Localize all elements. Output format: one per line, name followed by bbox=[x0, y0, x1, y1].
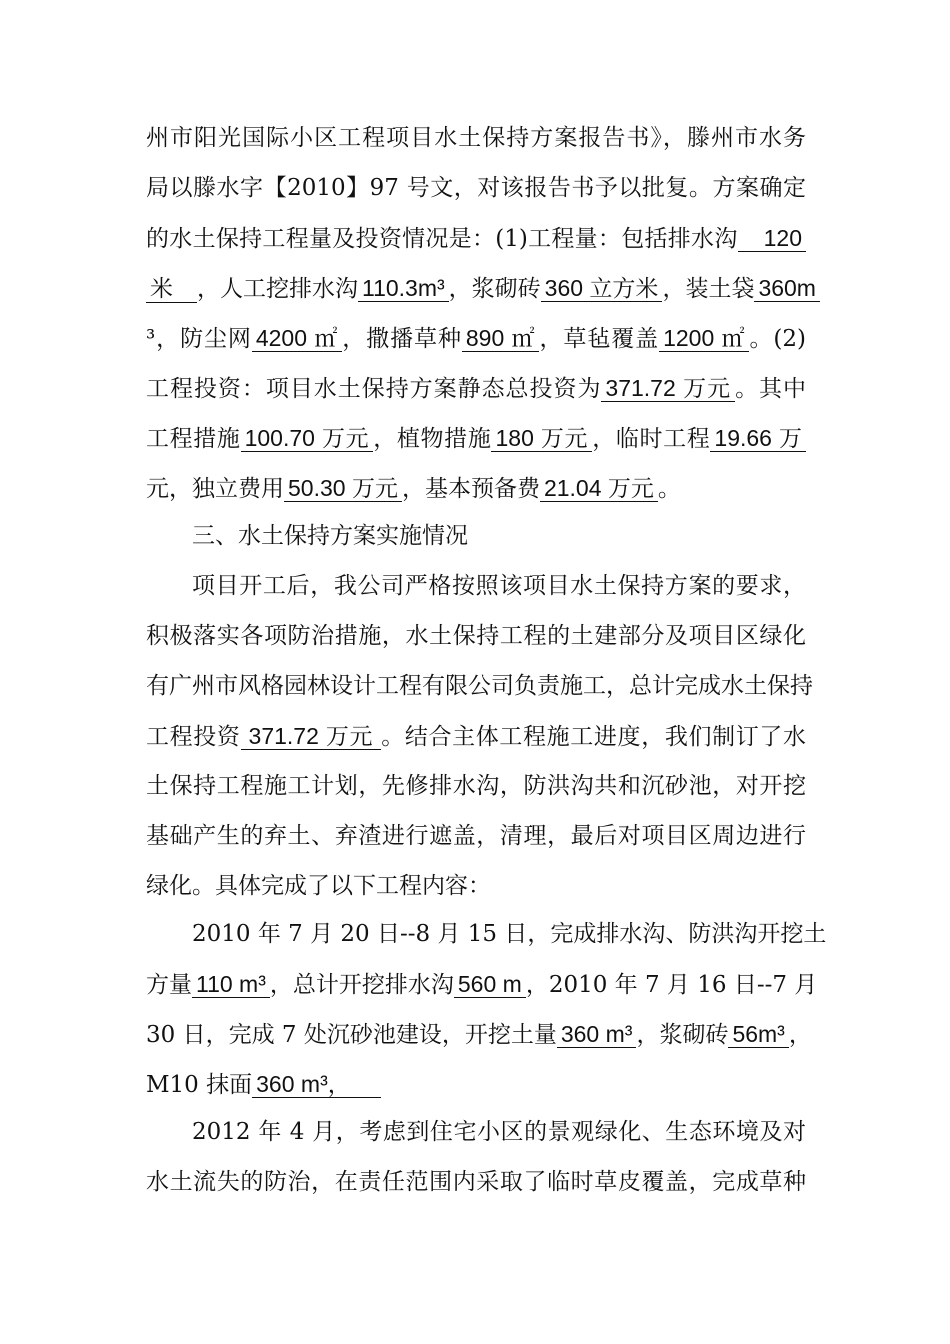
text-line: 方量 110 m³ ，总计开挖排水沟 560 m ，2010 年 7 月 16 日--7 月 bbox=[146, 971, 818, 998]
text-line: 30 日，完成 7 处沉砂池建设，开挖土量 360 m³ ，浆砌砖 56m³ ， bbox=[146, 1021, 812, 1048]
text-line: 元，独立费用 50.30 万元 ，基本预备费 21.04 万元 。 bbox=[146, 475, 681, 502]
text-line: 水土流失的防治，在责任范围内采取了临时草皮覆盖，完成草种 bbox=[146, 1169, 806, 1195]
underlined-value: 50.30 万元 bbox=[284, 475, 402, 502]
text-line: 工程措施 100.70 万元 ，植物措施 180 万元 ，临时工程 19.66 万 bbox=[146, 421, 806, 455]
underlined-value: 360 m³， bbox=[252, 1071, 381, 1098]
text-line: 局以滕水字【2010】97 号文，对该报告书予以批复。方案确定 bbox=[146, 175, 806, 201]
text-line: 州市阳光国际小区工程项目水土保持方案报告书》，滕州市水务 bbox=[146, 125, 806, 151]
underlined-value: 120 bbox=[738, 225, 806, 252]
underlined-value: 360 m³ bbox=[557, 1021, 637, 1048]
text-line: 基础产生的弃土、弃渣进行遮盖，清理，最后对项目区周边进行 bbox=[146, 823, 806, 849]
text-line: ³，防尘网 4200 ㎡ ，撒播草种 890 ㎡ ，草毡覆盖 1200 ㎡ 。(2) bbox=[146, 325, 806, 352]
underlined-value: 560 m bbox=[454, 971, 526, 998]
underlined-value: 19.66 万 bbox=[710, 425, 806, 452]
text-line: 积极落实各项防治措施，水土保持工程的土建部分及项目区绿化 bbox=[146, 623, 806, 649]
underlined-value: 56m³ bbox=[728, 1021, 788, 1048]
text-line: 工程投资 371.72 万元 。结合主体工程施工进度，我们制订了水 bbox=[146, 723, 807, 750]
underlined-value: 360m bbox=[754, 275, 820, 302]
text-line: 绿化。具体完成了以下工程内容： bbox=[146, 873, 491, 899]
underlined-value: 米 bbox=[146, 276, 197, 303]
underlined-value: 110 m³ bbox=[192, 971, 270, 998]
underlined-value: 360 立方米 bbox=[541, 275, 663, 302]
underlined-value: 110.3m³ bbox=[358, 275, 449, 302]
underlined-value: 371.72 万元 bbox=[601, 375, 735, 402]
underlined-value: 1200 ㎡ bbox=[659, 325, 749, 352]
text-line: 项目开工后，我公司严格按照该项目水土保持方案的要求， bbox=[192, 573, 806, 599]
underlined-value: 890 ㎡ bbox=[462, 325, 540, 352]
underlined-value: 371.72 万元 bbox=[241, 723, 382, 750]
text-line: 2010 年 7 月 20 日--8 月 15 日，完成排水沟、防洪沟开挖土 bbox=[192, 921, 827, 947]
text-line: 土保持工程施工计划，先修排水沟，防洪沟共和沉砂池，对开挖 bbox=[146, 773, 806, 799]
text-line: 工程投资：项目水土保持方案静态总投资为 371.72 万元 。其中 bbox=[146, 375, 806, 402]
text-line: M10 抹面 360 m³， bbox=[146, 1067, 806, 1101]
section-heading: 三、水土保持方案实施情况 bbox=[192, 523, 468, 549]
underlined-value: 21.04 万元 bbox=[540, 475, 658, 502]
text-line: 米 ，人工挖排水沟 110.3m³ ，浆砌砖 360 立方米 ，装土袋 360m bbox=[146, 271, 806, 305]
underlined-value: 100.70 万元 bbox=[241, 425, 374, 452]
text-line: 有广州市风格园林设计工程有限公司负责施工，总计完成水土保持 bbox=[146, 673, 813, 699]
underlined-value: 4200 ㎡ bbox=[252, 325, 342, 352]
text-line: 的水土保持工程量及投资情况是：(1)工程量：包括排水沟 120 bbox=[146, 221, 806, 255]
text-line: 2012 年 4 月，考虑到住宅小区的景观绿化、生态环境及对 bbox=[192, 1119, 806, 1145]
underlined-value: 180 万元 bbox=[491, 425, 592, 452]
